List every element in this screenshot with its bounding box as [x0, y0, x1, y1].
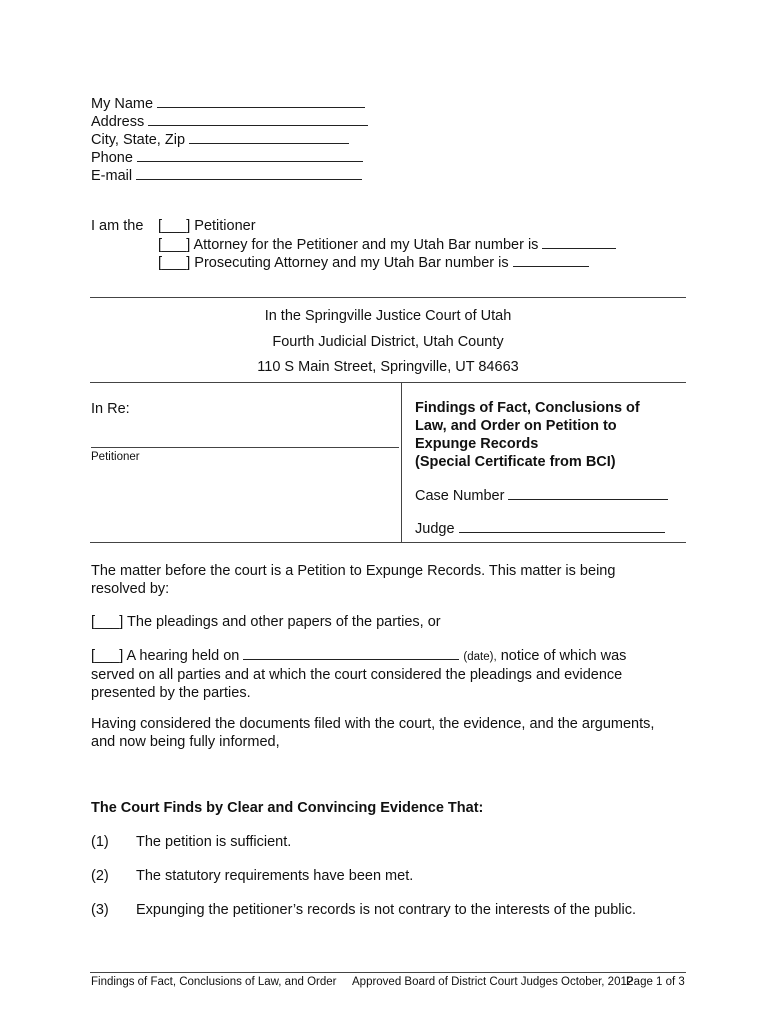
finding-number: (1) [91, 834, 109, 850]
text-line: The matter before the court is a Petition to Expunge Records. This matter is being [91, 563, 616, 579]
checkbox[interactable]: [___] [91, 648, 124, 664]
court-district: Fourth Judicial District, Utah County [272, 334, 504, 350]
title-line: Expunge Records [415, 436, 539, 452]
phone-blank[interactable] [137, 148, 363, 162]
text-line: resolved by: [91, 581, 170, 597]
option-label-cont: notice of which was [500, 648, 627, 664]
city-blank[interactable] [189, 130, 349, 144]
text-line: and now being fully informed, [91, 734, 280, 750]
option-hearing[interactable] [91, 646, 691, 702]
finding-item [91, 867, 109, 885]
footer-divider [90, 972, 686, 973]
phone-label: Phone [91, 150, 133, 166]
hearing-date-blank[interactable] [243, 646, 459, 660]
city-line [91, 130, 349, 149]
petitioner-label: Petitioner [91, 451, 140, 463]
name-line [91, 94, 365, 113]
title-line: Law, and Order on Petition to [415, 418, 617, 434]
petitioner-name-blank[interactable] [91, 447, 399, 448]
role-option-prosecutor[interactable] [158, 253, 589, 272]
bar-number-blank[interactable] [513, 253, 589, 267]
case-number-label: Case Number [415, 488, 505, 504]
address-blank[interactable] [148, 112, 368, 126]
name-label: My Name [91, 96, 154, 112]
caption-divider [401, 382, 402, 542]
finding-number: (2) [91, 868, 109, 884]
divider [90, 542, 686, 543]
bar-number-blank[interactable] [542, 235, 616, 249]
email-blank[interactable] [136, 166, 362, 180]
text-line: Having considered the documents filed with the court, the evidence, and the arguments, [91, 716, 655, 732]
title-line: (Special Certificate from BCI) [415, 454, 616, 470]
footer-approval: Approved Board of District Court Judges October, 2012 [352, 976, 634, 988]
judge-label: Judge [415, 521, 455, 537]
date-hint: (date), [463, 651, 497, 663]
case-number-line [415, 486, 668, 505]
divider [90, 382, 686, 383]
address-label: Address [91, 114, 145, 130]
page-number: Page 1 of 3 [626, 976, 685, 988]
role-option-petitioner[interactable] [158, 217, 256, 235]
in-re-label: In Re: [91, 401, 130, 417]
footer-title: Findings of Fact, Conclusions of Law, and Order [91, 976, 337, 988]
city-label: City, State, Zip [91, 132, 186, 148]
title-line: Findings of Fact, Conclusions of [415, 400, 640, 416]
email-line [91, 166, 362, 185]
phone-line [91, 148, 363, 167]
judge-line [415, 519, 665, 538]
divider [90, 297, 686, 298]
checkbox[interactable]: [___] [91, 614, 124, 630]
role-option-label: Petitioner [194, 218, 256, 234]
email-label: E-mail [91, 168, 133, 184]
role-option-attorney[interactable] [158, 235, 616, 254]
document-title [415, 399, 685, 471]
checkbox[interactable]: [___] [158, 218, 191, 234]
intro-paragraph [91, 562, 615, 598]
text-line: served on all parties and at which the court considered the pleadings and evidence [91, 667, 623, 683]
option-pleadings[interactable] [91, 613, 441, 631]
finding-text: The petition is sufficient. [136, 834, 292, 850]
text-line: presented by the parties. [91, 685, 251, 701]
judge-blank[interactable] [459, 519, 665, 533]
role-option-label: Attorney for the Petitioner and my Utah Bar number is [193, 237, 539, 253]
findings-heading: The Court Finds by Clear and Convincing Evidence That: [91, 800, 484, 816]
finding-item [91, 901, 109, 919]
finding-number: (3) [91, 902, 109, 918]
name-blank[interactable] [157, 94, 365, 108]
checkbox[interactable]: [___] [158, 255, 191, 271]
checkbox[interactable]: [___] [158, 237, 191, 253]
finding-text: The statutory requirements have been met. [136, 868, 414, 884]
address-line [91, 112, 368, 131]
option-label: The pleadings and other papers of the parties, or [127, 614, 441, 630]
option-label: A hearing held on [126, 648, 240, 664]
case-number-blank[interactable] [508, 486, 668, 500]
court-address: 110 S Main Street, Springville, UT 84663 [257, 359, 519, 375]
role-intro: I am the [91, 218, 144, 234]
considered-paragraph [91, 715, 654, 751]
role-option-label: Prosecuting Attorney and my Utah Bar number is [194, 255, 509, 271]
court-name: In the Springville Justice Court of Utah [264, 308, 512, 324]
finding-text: Expunging the petitioner’s records is not contrary to the interests of the public. [136, 902, 636, 918]
finding-item [91, 833, 109, 851]
